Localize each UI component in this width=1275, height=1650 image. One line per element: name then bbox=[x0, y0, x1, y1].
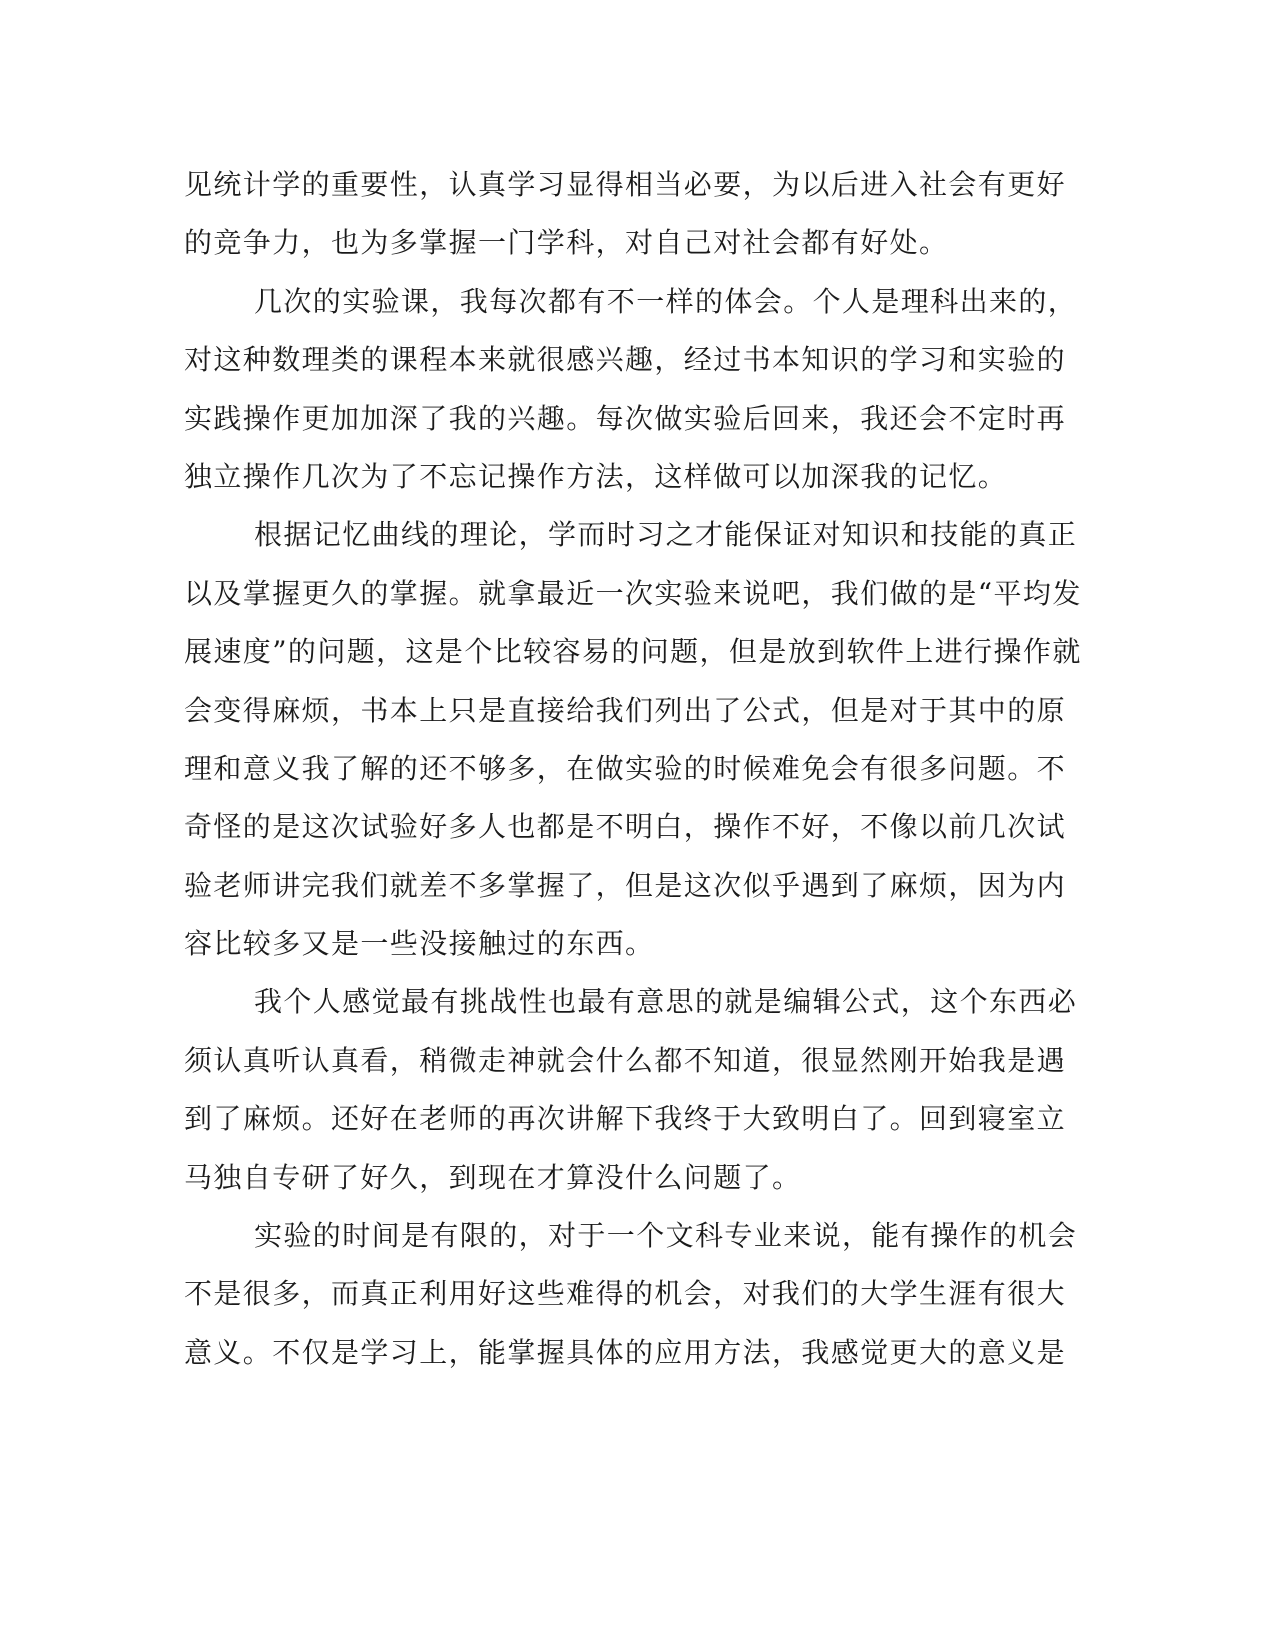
text-line: 到了麻烦。还好在老师的再次讲解下我终于大致明白了。回到寝室立 bbox=[184, 1102, 1067, 1136]
text-line: 展速度”的问题，这是个比较容易的问题，但是放到软件上进行操作就 bbox=[184, 635, 1082, 669]
text-line: 马独自专研了好久，到现在才算没什么问题了。 bbox=[184, 1160, 802, 1194]
text-line: 实践操作更加加深了我的兴趣。每次做实验后回来，我还会不定时再 bbox=[184, 401, 1067, 435]
text-line: 意义。不仅是学习上，能掌握具体的应用方法，我感觉更大的意义是 bbox=[184, 1335, 1067, 1369]
text-line: 的竞争力，也为多掌握一门学科，对自己对社会都有好处。 bbox=[184, 226, 949, 260]
text-line: 以及掌握更久的掌握。就拿最近一次实验来说吧，我们做的是“平均发 bbox=[184, 576, 1082, 610]
text-line: 对这种数理类的课程本来就很感兴趣，经过书本知识的学习和实验的 bbox=[184, 343, 1067, 377]
paragraph-start-line: 实验的时间是有限的，对于一个文科专业来说，能有操作的机会 bbox=[254, 1219, 1078, 1253]
text-line: 容比较多又是一些没接触过的东西。 bbox=[184, 927, 655, 961]
text-line: 独立操作几次为了不忘记操作方法，这样做可以加深我的记忆。 bbox=[184, 459, 1008, 493]
paragraph-start-line: 几次的实验课，我每次都有不一样的体会。个人是理科出来的， bbox=[254, 284, 1078, 318]
text-line: 不是很多，而真正利用好这些难得的机会，对我们的大学生涯有很大 bbox=[184, 1277, 1067, 1311]
text-line: 理和意义我了解的还不够多，在做实验的时候难免会有很多问题。不 bbox=[184, 751, 1067, 785]
text-line: 见统计学的重要性，认真学习显得相当必要，为以后进入社会有更好 bbox=[184, 168, 1067, 201]
body-text bbox=[184, 156, 1082, 1382]
text-line: 须认真听认真看，稍微走神就会什么都不知道，很显然刚开始我是遇 bbox=[184, 1043, 1067, 1077]
text-line: 验老师讲完我们就差不多掌握了，但是这次似乎遇到了麻烦，因为内 bbox=[184, 868, 1067, 902]
text-line: 会变得麻烦，书本上只是直接给我们列出了公式，但是对于其中的原 bbox=[184, 693, 1067, 727]
paragraph-start-line: 根据记忆曲线的理论，学而时习之才能保证对知识和技能的真正 bbox=[254, 518, 1078, 552]
text-line: 奇怪的是这次试验好多人也都是不明白，操作不好，不像以前几次试 bbox=[184, 810, 1067, 844]
paragraph-start-line: 我个人感觉最有挑战性也最有意思的就是编辑公式，这个东西必 bbox=[254, 985, 1078, 1019]
